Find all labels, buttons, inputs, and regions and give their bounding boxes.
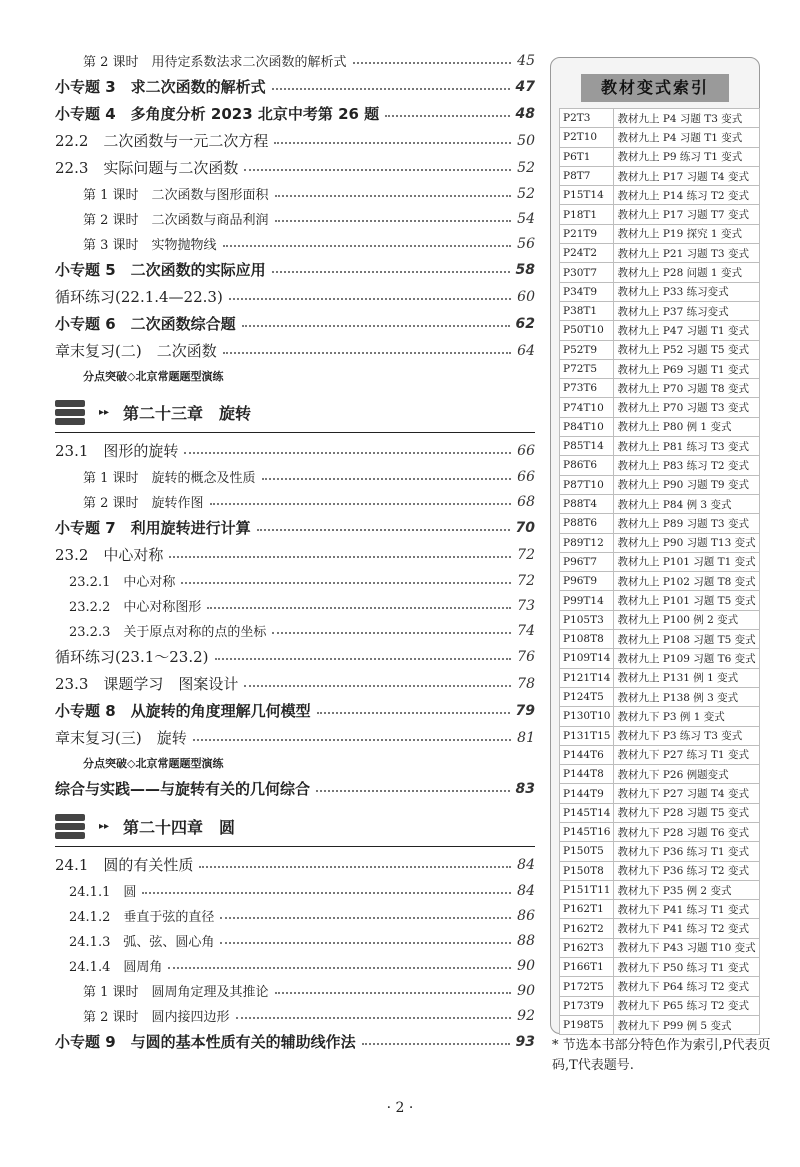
toc-entry [55,256,535,283]
index-row [560,533,760,552]
dot-leader [257,529,510,531]
toc-entry-page: 90 [517,982,535,999]
toc-entry [55,100,535,127]
index-source: 教材九上 P138 例 3 变式 [614,687,759,706]
index-row [560,707,760,726]
index-code: P87T10 [560,475,614,494]
index-code: P108T8 [560,630,614,649]
dot-leader [262,478,512,480]
toc-entry-page: 72 [517,546,535,563]
index-row [560,996,760,1015]
toc-entry [55,1028,535,1055]
toc-entry-page: 90 [517,957,535,974]
index-source: 教材九上 P4 习题 T3 变式 [614,109,759,128]
index-row [560,977,760,996]
index-source: 教材九下 P65 练习 T2 变式 [614,996,759,1015]
toc-entry-page: 66 [517,442,535,459]
toc-entry-page: 88 [517,932,535,949]
index-row [560,437,760,456]
page-number: · 2 · [386,1100,414,1116]
dot-leader [244,169,511,171]
toc-entry-page: 86 [517,907,535,924]
index-source: 教材九上 P101 习题 T5 变式 [614,591,759,610]
index-code: P2T10 [560,128,614,147]
toc-entry-page: 64 [517,342,535,359]
index-source: 教材九上 P33 练习变式 [614,282,759,301]
index-source: 教材九下 P41 练习 T1 变式 [614,900,759,919]
dot-leader [229,298,511,300]
toc-entry-label: 24.1 圆的有关性质 [55,856,194,874]
dot-leader [385,115,509,117]
index-row [560,842,760,861]
toc-entry [55,775,535,802]
dot-leader [215,658,512,660]
index-source: 教材九上 P101 习题 T1 变式 [614,552,759,571]
toc-entry-page: 60 [517,288,535,305]
index-code: P73T6 [560,379,614,398]
toc-entry [55,181,535,206]
toc-entry-label: 第 2 课时 旋转作图 [83,496,204,511]
toc-entry [55,541,535,568]
index-row [560,205,760,224]
index-source: 教材九下 P28 习题 T5 变式 [614,803,759,822]
toc-entry [55,73,535,100]
index-code: P34T9 [560,282,614,301]
chapter-title: 第二十四章 圆 [123,817,236,837]
index-row [560,668,760,687]
index-row [560,630,760,649]
toc-entry [55,127,535,154]
index-source: 教材九下 P28 习题 T6 变式 [614,822,759,841]
index-row [560,224,760,243]
toc-entry-label: 章末复习(三) 旋转 [55,729,187,747]
toc-entry-label: 小专题 8 从旋转的角度理解几何模型 [55,702,311,720]
index-source: 教材九上 P70 习题 T8 变式 [614,379,759,398]
index-code: P150T8 [560,861,614,880]
toc-entry [55,568,535,593]
index-source: 教材九上 P28 问题 1 变式 [614,263,759,282]
index-code: P144T6 [560,745,614,764]
index-title: 教材变式索引 [581,74,729,102]
toc-entry [55,48,535,73]
index-code: P130T10 [560,707,614,726]
toc-entry-label: 小专题 5 二次函数的实际应用 [55,261,266,279]
index-code: P144T9 [560,784,614,803]
toc-entry-page: 52 [517,159,535,176]
index-row [560,822,760,841]
index-row [560,244,760,263]
index-row [560,552,760,571]
index-code: P144T8 [560,765,614,784]
index-row [560,919,760,938]
index-code: P151T11 [560,880,614,899]
toc-entry [55,1003,535,1028]
table-of-contents [55,48,535,1055]
index-code: P173T9 [560,996,614,1015]
toc-entry [55,310,535,337]
toc-entry [55,206,535,231]
dot-leader [199,866,511,868]
toc-entry-label: 24.1.1 圆 [69,885,137,900]
index-source: 教材九下 P3 练习 T3 变式 [614,726,759,745]
chapter-title: 第二十三章 旋转 [123,403,252,423]
book-stack-icon [55,812,95,840]
index-code: P166T1 [560,958,614,977]
index-row [560,186,760,205]
index-code: P21T9 [560,224,614,243]
index-code: P30T7 [560,263,614,282]
index-source: 教材九下 P35 例 2 变式 [614,880,759,899]
index-source: 教材九下 P50 练习 T1 变式 [614,958,759,977]
index-source: 教材九下 P43 习题 T10 变式 [614,938,759,957]
index-code: P89T12 [560,533,614,552]
index-row [560,610,760,629]
dot-leader [220,942,511,944]
toc-entry-page: 74 [517,622,535,639]
toc-entry [55,231,535,256]
index-code: P172T5 [560,977,614,996]
dot-leader [272,271,510,273]
index-source: 教材九下 P64 练习 T2 变式 [614,977,759,996]
index-code: P50T10 [560,321,614,340]
index-row [560,649,760,668]
index-row [560,803,760,822]
index-code: P145T16 [560,822,614,841]
index-source: 教材九下 P36 练习 T2 变式 [614,861,759,880]
double-arrow-icon: ▸▸ [99,820,110,832]
toc-entry-label: 第 3 课时 实物抛物线 [83,238,217,253]
index-source: 教材九上 P89 习题 T3 变式 [614,514,759,533]
toc-entry-label: 24.1.3 弧、弦、圆心角 [69,935,215,950]
index-source: 教材九下 P99 例 5 变式 [614,1015,759,1034]
toc-entry-page: 76 [517,648,535,665]
dot-leader [181,582,511,584]
toc-entry-page: 47 [515,78,535,95]
dot-leader [210,503,512,505]
toc-entry-page: 83 [515,780,535,797]
dot-leader [193,739,511,741]
index-code: P72T5 [560,359,614,378]
index-code: P84T10 [560,417,614,436]
toc-entry [55,337,535,364]
toc-entry [55,724,535,751]
index-code: P88T6 [560,514,614,533]
index-row [560,321,760,340]
index-row [560,880,760,899]
index-row [560,591,760,610]
section-note: 分点突破◇北京常题题型演练 [83,757,224,770]
toc-entry-page: 84 [517,882,535,899]
index-code: P88T4 [560,494,614,513]
toc-entry-label: 第 2 课时 用待定系数法求二次函数的解析式 [83,55,347,70]
index-source: 教材九上 P47 习题 T1 变式 [614,321,759,340]
index-source: 教材九上 P100 例 2 变式 [614,610,759,629]
index-code: P6T1 [560,147,614,166]
index-row [560,726,760,745]
index-row [560,572,760,591]
index-code: P24T2 [560,244,614,263]
index-source: 教材九上 P102 习题 T8 变式 [614,572,759,591]
toc-entry [55,878,535,903]
index-code: P18T1 [560,205,614,224]
toc-entry [55,464,535,489]
textbook-variant-index-panel [550,57,760,1034]
index-source: 教材九上 P4 习题 T1 变式 [614,128,759,147]
toc-entry-page: 81 [517,729,535,746]
index-source: 教材九上 P37 练习变式 [614,301,759,320]
index-row [560,340,760,359]
dot-leader [275,992,512,994]
index-source: 教材九下 P3 例 1 变式 [614,707,759,726]
toc-entry-label: 小专题 9 与圆的基本性质有关的辅助线作法 [55,1033,356,1051]
index-row [560,938,760,957]
index-code: P131T15 [560,726,614,745]
index-code: P162T3 [560,938,614,957]
toc-entry [55,283,535,310]
index-source: 教材九上 P131 例 1 变式 [614,668,759,687]
dot-leader [169,556,511,558]
index-source: 教材九下 P27 练习 T1 变式 [614,745,759,764]
toc-entry-label: 23.2 中心对称 [55,546,164,564]
dot-leader [142,892,511,894]
section-note: 分点突破◇北京常题题型演练 [83,370,224,383]
index-row [560,765,760,784]
toc-entry-label: 22.3 实际问题与二次函数 [55,159,239,177]
toc-entry-page: 54 [517,210,535,227]
dot-leader [275,220,512,222]
toc-entry-page: 84 [517,856,535,873]
dot-leader [223,245,512,247]
index-row [560,417,760,436]
dot-leader [223,352,511,354]
index-row [560,379,760,398]
double-arrow-icon: ▸▸ [99,406,110,418]
toc-entry-label: 23.2.3 关于原点对称的点的坐标 [69,625,267,640]
index-code: P121T14 [560,668,614,687]
index-code: P96T7 [560,552,614,571]
index-row [560,456,760,475]
toc-entry [55,670,535,697]
toc-entry-page: 93 [515,1033,535,1050]
toc-entry-page: 68 [517,493,535,510]
index-code: P38T1 [560,301,614,320]
toc-entry-page: 58 [515,261,535,278]
toc-entry-label: 23.3 课题学习 图案设计 [55,675,239,693]
index-code: P85T14 [560,437,614,456]
index-code: P86T6 [560,456,614,475]
index-code: P15T14 [560,186,614,205]
index-source: 教材九上 P19 探究 1 变式 [614,224,759,243]
toc-entry-label: 循环练习(22.1.4—22.3) [55,288,223,306]
index-source: 教材九上 P70 习题 T3 变式 [614,398,759,417]
index-code: P150T5 [560,842,614,861]
toc-entry [55,697,535,724]
toc-entry-label: 循环练习(23.1～23.2) [55,648,209,666]
dot-leader [362,1043,510,1045]
toc-entry [55,643,535,670]
dot-leader [316,790,510,792]
index-source: 教材九上 P69 习题 T1 变式 [614,359,759,378]
index-row [560,900,760,919]
toc-entry [55,489,535,514]
toc-entry-label: 第 1 课时 旋转的概念及性质 [83,471,256,486]
index-source: 教材九上 P80 例 1 变式 [614,417,759,436]
index-footnote: * 节选本书部分特色作为索引,P代表页码,T代表题号. [552,1038,771,1073]
index-source: 教材九下 P36 练习 T1 变式 [614,842,759,861]
toc-entry [55,953,535,978]
toc-entry-label: 第 1 课时 二次函数与图形面积 [83,188,269,203]
index-source: 教材九上 P108 习题 T5 变式 [614,630,759,649]
dot-leader [220,917,511,919]
toc-entry-page: 52 [517,185,535,202]
toc-entry-label: 23.2.2 中心对称图形 [69,600,202,615]
dot-leader [207,607,511,609]
index-source: 教材九上 P17 习题 T4 变式 [614,166,759,185]
toc-entry-label: 24.1.4 圆周角 [69,960,163,975]
index-code: P74T10 [560,398,614,417]
dot-leader [242,325,510,327]
index-row [560,494,760,513]
toc-entry [55,978,535,1003]
index-row [560,1015,760,1034]
index-row [560,109,760,128]
toc-entry-label: 第 2 课时 圆内接四边形 [83,1010,230,1025]
dot-leader [274,142,511,144]
chapter-heading [55,392,535,433]
dot-leader [236,1017,512,1019]
index-source: 教材九下 P26 例题变式 [614,765,759,784]
toc-entry [55,851,535,878]
toc-entry-label: 23.1 图形的旋转 [55,442,179,460]
toc-entry [55,928,535,953]
index-row [560,282,760,301]
index-code: P162T1 [560,900,614,919]
index-code: P99T14 [560,591,614,610]
dot-leader [317,712,510,714]
toc-entry-label: 24.1.2 垂直于弦的直径 [69,910,215,925]
toc-entry-page: 56 [517,235,535,252]
index-row [560,958,760,977]
index-row [560,475,760,494]
toc-entry-page: 73 [517,597,535,614]
book-stack-icon [55,398,95,426]
toc-entry [55,903,535,928]
index-row [560,128,760,147]
toc-entry-label: 小专题 3 求二次函数的解析式 [55,78,266,96]
toc-entry-page: 72 [517,572,535,589]
index-code: P145T14 [560,803,614,822]
index-source: 教材九上 P90 习题 T9 变式 [614,475,759,494]
index-row [560,687,760,706]
toc-entry [55,593,535,618]
toc-entry-page: 78 [517,675,535,692]
index-code: P105T3 [560,610,614,629]
toc-entry-label: 23.2.1 中心对称 [69,575,176,590]
toc-entry [55,154,535,181]
index-code: P109T14 [560,649,614,668]
index-row [560,263,760,282]
index-source: 教材九上 P9 练习 T1 变式 [614,147,759,166]
toc-entry-label: 第 1 课时 圆周角定理及其推论 [83,985,269,1000]
toc-entry-page: 50 [517,132,535,149]
index-code: P2T3 [560,109,614,128]
toc-entry [55,618,535,643]
index-row [560,514,760,533]
index-source: 教材九上 P14 练习 T2 变式 [614,186,759,205]
index-table [559,108,760,1035]
index-code: P198T5 [560,1015,614,1034]
index-row [560,359,760,378]
toc-entry [55,514,535,541]
index-code: P96T9 [560,572,614,591]
dot-leader [272,632,511,634]
toc-entry-page: 79 [515,702,535,719]
index-source: 教材九上 P90 习题 T13 变式 [614,533,759,552]
toc-entry-label: 第 2 课时 二次函数与商品利润 [83,213,269,228]
index-row [560,784,760,803]
index-code: P124T5 [560,687,614,706]
index-code: P52T9 [560,340,614,359]
toc-entry-label: 22.2 二次函数与一元二次方程 [55,132,269,150]
index-source: 教材九上 P84 例 3 变式 [614,494,759,513]
dot-leader [244,685,511,687]
index-source: 教材九上 P83 练习 T2 变式 [614,456,759,475]
dot-leader [353,62,512,64]
index-source: 教材九上 P52 习题 T5 变式 [614,340,759,359]
dot-leader [272,88,510,90]
toc-entry-page: 48 [515,105,535,122]
toc-entry-label: 综合与实践——与旋转有关的几何综合 [55,780,311,798]
toc-entry-page: 92 [517,1007,535,1024]
index-row [560,301,760,320]
index-row [560,166,760,185]
toc-entry-page: 45 [517,52,535,69]
index-source: 教材九上 P109 习题 T6 变式 [614,649,759,668]
toc-entry-page: 62 [515,315,535,332]
dot-leader [184,452,511,454]
toc-entry-label: 章末复习(二) 二次函数 [55,342,217,360]
chapter-heading [55,806,535,847]
toc-entry-label: 小专题 7 利用旋转进行计算 [55,519,251,537]
toc-entry [55,437,535,464]
toc-entry-page: 70 [515,519,535,536]
index-source: 教材九上 P17 习题 T7 变式 [614,205,759,224]
toc-entry-label: 小专题 6 二次函数综合题 [55,315,236,333]
index-source: 教材九下 P41 练习 T2 变式 [614,919,759,938]
index-row [560,398,760,417]
dot-leader [168,967,511,969]
index-row [560,745,760,764]
index-source: 教材九上 P21 习题 T3 变式 [614,244,759,263]
index-row [560,147,760,166]
index-source: 教材九下 P27 习题 T4 变式 [614,784,759,803]
toc-entry-label: 小专题 4 多角度分析 2023 北京中考第 26 题 [55,105,380,123]
dot-leader [275,195,512,197]
toc-entry-page: 66 [517,468,535,485]
index-row [560,861,760,880]
index-source: 教材九上 P81 练习 T3 变式 [614,437,759,456]
index-code: P8T7 [560,166,614,185]
index-code: P162T2 [560,919,614,938]
